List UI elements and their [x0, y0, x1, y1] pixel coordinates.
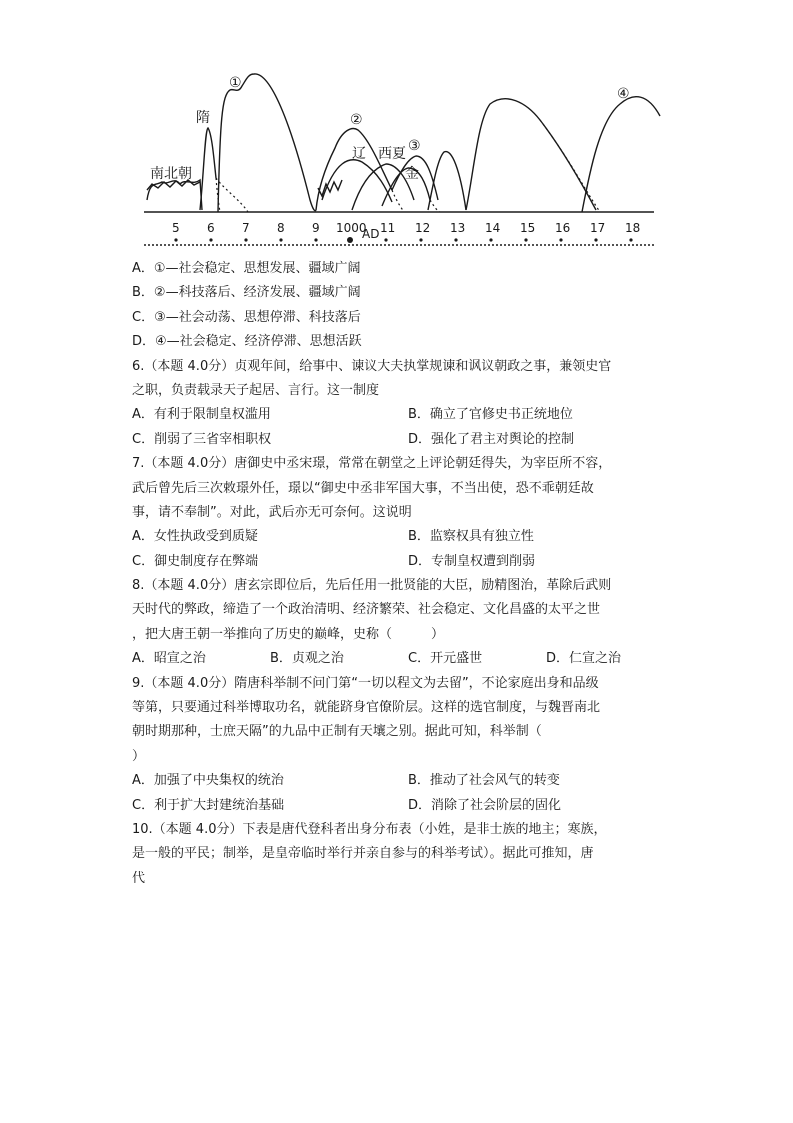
q7-stem-line1: 7.（本题 4.0分）唐御史中丞宋璟，常常在朝堂之上评论朝廷得失，为宰臣所不容，: [132, 456, 612, 472]
label-sui: 隋: [196, 110, 210, 126]
q5-option-b: B．②—科技落后、经济发展、疆域广阔: [132, 285, 361, 301]
label-xixia: 西夏: [378, 146, 406, 162]
q10-stem-line2: 是一般的平民；制举，是皇帝临时举行并亲自参与的科举考试）。据此可推知，唐: [132, 846, 594, 862]
curve-song-tail: [392, 190, 404, 212]
tick-label: 7: [242, 221, 250, 235]
q10-stem-line1: 10.（本题 4.0分）下表是唐代登科者出身分布表（小姓，是非士族的地主；寒族，: [132, 821, 607, 837]
dynasty-diagram: [130, 60, 670, 260]
q6-option-a: A．有利于限制皇权滥用: [132, 407, 271, 423]
q9-stem-line1: 9.（本题 4.0分）隋唐科举制不问门第“一切以程文为去留”，不论家庭出身和品级: [132, 675, 599, 691]
tick-label: 13: [450, 221, 466, 235]
questions: [132, 257, 672, 891]
dynasty-diagram-svg: [130, 60, 670, 260]
curve-c3-tail: [430, 200, 440, 212]
q6-option-b: B．确立了官修史书正统地位: [408, 407, 573, 423]
tick-label: 14: [485, 221, 501, 235]
q9-option-a: A．加强了中央集权的统治: [132, 773, 284, 789]
tick-label: 12: [415, 221, 431, 235]
q6-options-row2: [132, 428, 672, 452]
q8-option-b: B．贞观之治: [270, 651, 344, 667]
q9-option-b: B．推动了社会风气的转变: [408, 773, 560, 789]
q8-stem-line1: 8.（本题 4.0分）唐玄宗即位后，先后任用一批贤能的大臣，励精图治，革除后武则: [132, 578, 612, 594]
q9-stem-line3: 朝时期那种，士庶天隔”的九品中正制有天壤之别。据此可知，科举制（: [132, 724, 542, 740]
label-c4: ④: [617, 86, 630, 102]
label-nanbeichao: 南北朝: [150, 166, 192, 182]
tick-labels: [172, 221, 640, 235]
label-c3: ③: [408, 138, 421, 154]
curve-ming: [428, 152, 466, 210]
label-c2: ②: [350, 112, 363, 128]
label-c1: ①: [229, 75, 242, 91]
q6-stem-line1: 6.（本题 4.0分）贞观年间，给事中、谏议大夫执掌规谏和讽议朝政之事，兼领史官: [132, 358, 612, 374]
q8-option-a: A．昭宣之治: [132, 651, 206, 667]
curve-sui: [200, 128, 216, 210]
q7-option-b: B．监察权具有独立性: [408, 529, 534, 545]
q5-option-c: C．③—社会动荡、思想停滞、科技落后: [132, 309, 361, 325]
label-ad: AD: [362, 227, 380, 241]
q5-option-d: D．④—社会稳定、经济停滞、思想活跃: [132, 334, 362, 350]
curve-tang-tail: [216, 178, 248, 212]
curve-yuan: [466, 99, 596, 210]
q6-options-row1: [132, 403, 672, 427]
curve-qing: [582, 97, 660, 212]
tick-label: 17: [590, 221, 606, 235]
label-liao: 辽: [352, 146, 366, 162]
tick-label: 6: [207, 221, 215, 235]
tick-label: 15: [520, 221, 536, 235]
q8-option-d: D．仁宣之治: [546, 651, 622, 667]
tick-label: 9: [312, 221, 320, 235]
q7-stem-line3: 事，请不奉制”。对此，武后亦无可奈何。这说明: [132, 504, 412, 520]
q9-options-row2: [132, 794, 672, 818]
q6-stem-line2: 之职，负责载录天子起居、言行。这一制度: [132, 382, 380, 398]
q6-option-c: C．削弱了三省宰相职权: [132, 431, 272, 447]
curve-tang: [218, 74, 316, 212]
q8-option-c: C．开元盛世: [408, 651, 483, 667]
q6-option-d: D．强化了君主对舆论的控制: [408, 431, 575, 447]
q7-option-c: C．御史制度存在弊端: [132, 553, 259, 569]
q8-stem-line2: 天时代的弊政，缔造了一个政治清明、经济繁荣、社会稳定、文化昌盛的太平之世: [132, 602, 601, 618]
q8-stem-line3: ，把大唐王朝一举推向了历史的巅峰，史称（ ）: [132, 626, 445, 642]
tick-label: 1000: [336, 221, 367, 235]
tick-label: 11: [380, 221, 396, 235]
q9-stem-line2: 等第，只要通过科举博取功名，就能跻身官僚阶层。这样的选官制度，与魏晋南北: [132, 700, 601, 716]
tick-label: 8: [277, 221, 285, 235]
curve-song: [316, 129, 392, 210]
q9-options-row1: [132, 769, 672, 793]
q7-stem-line2: 武后曾先后三次敕璟外任，璟以“御史中丞非军国大事，不当出使，恐不乖朝廷故: [132, 480, 594, 496]
q5-option-a: A．①—社会稳定、思想发展、疆域广阔: [132, 261, 361, 276]
tick-label: 16: [555, 221, 571, 235]
label-jin: 金: [405, 166, 419, 182]
q7-options-row1: [132, 525, 672, 549]
tick-label: 18: [625, 221, 641, 235]
q7-option-a: A．女性执政受到质疑: [132, 529, 258, 545]
tick-dots: [174, 237, 632, 243]
q9-stem-line4: ）: [132, 748, 146, 764]
q7-options-row2: [132, 550, 672, 574]
curve-yuan-tail: [540, 120, 600, 212]
q10-stem-line3: 代: [132, 870, 146, 886]
q8-options-row: [132, 647, 672, 671]
q7-option-d: D．专制皇权遭到削弱: [408, 553, 536, 569]
q9-option-c: C．利于扩大封建统治基础: [132, 797, 285, 813]
q9-option-d: D．消除了社会阶层的固化: [408, 797, 562, 813]
tick-label: 5: [172, 221, 180, 235]
